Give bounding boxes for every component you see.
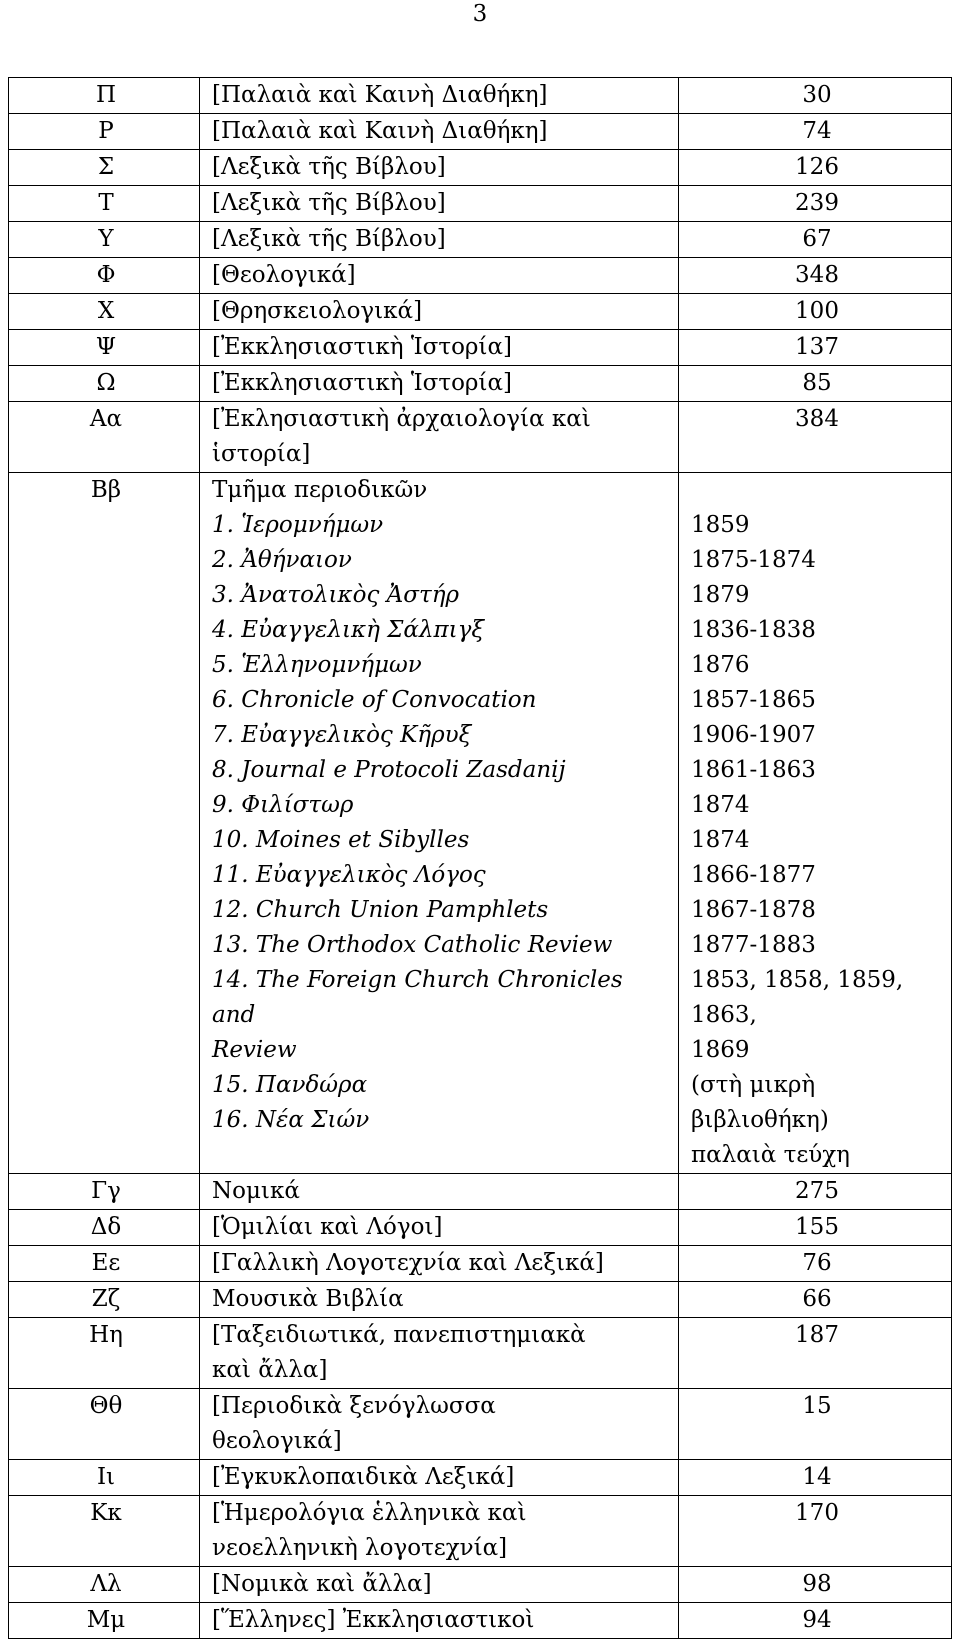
table-row bbox=[9, 150, 952, 186]
section-title: [Γαλλικὴ Λογοτεχνία καὶ Λεξικά] bbox=[200, 1246, 679, 1282]
periodical-title: 6. Chronicle of Convocation bbox=[212, 687, 537, 713]
shelf-code: Ιι bbox=[9, 1460, 200, 1496]
table-row bbox=[9, 114, 952, 150]
table-row bbox=[9, 1282, 952, 1318]
periodical-years: 1867-1878 bbox=[691, 897, 816, 923]
periodical-years: 1877-1883 bbox=[691, 932, 816, 958]
section-title-line: καὶ ἄλλα] bbox=[212, 1357, 328, 1383]
periodical-title: 11. Εὐαγγελικὸς Λόγος bbox=[212, 862, 486, 888]
table-row bbox=[9, 294, 952, 330]
section-title: [Παλαιὰ καὶ Καινὴ Διαθήκη] bbox=[200, 78, 679, 114]
section-title: [Ἐκκλησιαστικὴ Ἱστορία] bbox=[200, 330, 679, 366]
section-title-line: [Ἐκλησιαστικὴ ἀρχαιολογία καὶ bbox=[212, 406, 591, 432]
table-row bbox=[9, 402, 952, 473]
periodical-title: 8. Journal e Protocoli Zasdanij bbox=[212, 757, 566, 783]
section-title-line: ἱστορία] bbox=[212, 441, 311, 467]
section-title: [Ἐγκυκλοπαιδικὰ Λεξικά] bbox=[200, 1460, 679, 1496]
shelf-code: Εε bbox=[9, 1246, 200, 1282]
book-count: 348 bbox=[679, 258, 952, 294]
periodical-title: 16. Νέα Σιών bbox=[212, 1107, 370, 1133]
shelf-code: Χ bbox=[9, 294, 200, 330]
table-row bbox=[9, 1174, 952, 1210]
table-row bbox=[9, 1318, 952, 1389]
periodical-years: 1857-1865 bbox=[691, 687, 816, 713]
section-title: [Ὁμιλίαι καὶ Λόγοι] bbox=[200, 1210, 679, 1246]
section-title bbox=[200, 1389, 679, 1460]
table-row bbox=[9, 222, 952, 258]
blank-line bbox=[691, 473, 943, 508]
periodical-title: 7. Εὐαγγελικὸς Κῆρυξ bbox=[212, 722, 472, 748]
book-count: 15 bbox=[679, 1389, 952, 1460]
section-title bbox=[200, 402, 679, 473]
book-count: 66 bbox=[679, 1282, 952, 1318]
section-title: [Θρησκειολογικά] bbox=[200, 294, 679, 330]
shelf-code: Υ bbox=[9, 222, 200, 258]
section-title: [Παλαιὰ καὶ Καινὴ Διαθήκη] bbox=[200, 114, 679, 150]
periodical-title: Review bbox=[212, 1037, 297, 1063]
periodical-years: 1875-1874 bbox=[691, 547, 816, 573]
shelf-code: Μμ bbox=[9, 1603, 200, 1639]
book-count: 239 bbox=[679, 186, 952, 222]
section-title: [Λεξικὰ τῆς Βίβλου] bbox=[200, 186, 679, 222]
shelf-code: Ω bbox=[9, 366, 200, 402]
shelf-code: Φ bbox=[9, 258, 200, 294]
book-count: 30 bbox=[679, 78, 952, 114]
periodical-years: 1866-1877 bbox=[691, 862, 816, 888]
shelf-code: Γγ bbox=[9, 1174, 200, 1210]
book-count: 94 bbox=[679, 1603, 952, 1639]
book-count: 74 bbox=[679, 114, 952, 150]
table-row bbox=[9, 1460, 952, 1496]
book-count: 155 bbox=[679, 1210, 952, 1246]
table-row bbox=[9, 1567, 952, 1603]
section-title-line: θεολογικά] bbox=[212, 1428, 342, 1454]
table-row bbox=[9, 1210, 952, 1246]
periodical-years: 1869 bbox=[691, 1037, 750, 1063]
section-title bbox=[200, 1318, 679, 1389]
periodical-title: 1. Ἱερομνήμων bbox=[212, 512, 384, 538]
section-title: [Λεξικὰ τῆς Βίβλου] bbox=[200, 150, 679, 186]
shelf-code: Ψ bbox=[9, 330, 200, 366]
table-row bbox=[9, 186, 952, 222]
shelf-code: Λλ bbox=[9, 1567, 200, 1603]
periodicals-list bbox=[200, 473, 679, 1174]
shelf-code: Κκ bbox=[9, 1496, 200, 1567]
book-count: 85 bbox=[679, 366, 952, 402]
periodical-years: 1861-1863 bbox=[691, 757, 816, 783]
periodical-years: 1876 bbox=[691, 652, 750, 678]
table-row bbox=[9, 258, 952, 294]
periodical-years: 1859 bbox=[691, 512, 750, 538]
periodical-years: 1906-1907 bbox=[691, 722, 816, 748]
book-count: 384 bbox=[679, 402, 952, 473]
shelf-code: Ρ bbox=[9, 114, 200, 150]
catalog-table bbox=[8, 77, 952, 1639]
periodical-title: 2. Ἀθήναιον bbox=[212, 547, 352, 573]
book-count: 126 bbox=[679, 150, 952, 186]
table-row bbox=[9, 1389, 952, 1460]
book-count: 98 bbox=[679, 1567, 952, 1603]
periodical-years: 1853, 1858, 1859, 1863, bbox=[691, 967, 904, 1028]
periodical-title: 4. Εὐαγγελικὴ Σάλπιγξ bbox=[212, 617, 485, 643]
periodical-years: 1879 bbox=[691, 582, 750, 608]
page-number: 3 bbox=[472, 1, 488, 27]
periodical-title: 14. The Foreign Church Chronicles and bbox=[212, 967, 623, 1028]
book-count: 187 bbox=[679, 1318, 952, 1389]
table-row bbox=[9, 78, 952, 114]
shelf-code: Τ bbox=[9, 186, 200, 222]
shelf-code: Θθ bbox=[9, 1389, 200, 1460]
section-title: [Θεολογικά] bbox=[200, 258, 679, 294]
table-row bbox=[9, 1246, 952, 1282]
periodicals-heading: Τμῆμα περιοδικῶν bbox=[212, 477, 428, 503]
periodical-years: 1874 bbox=[691, 792, 750, 818]
shelf-code: Ββ bbox=[9, 473, 200, 1174]
shelf-code: Ζζ bbox=[9, 1282, 200, 1318]
shelf-code: Σ bbox=[9, 150, 200, 186]
periodical-years: παλαιὰ τεύχη bbox=[691, 1142, 850, 1168]
periodical-title: 13. The Orthodox Catholic Review bbox=[212, 932, 613, 958]
table-row bbox=[9, 1496, 952, 1567]
table-row bbox=[9, 1603, 952, 1639]
periodical-title: 9. Φιλίστωρ bbox=[212, 792, 354, 818]
periodical-title: 15. Πανδώρα bbox=[212, 1072, 368, 1098]
periodical-title: 10. Moines et Sibylles bbox=[212, 827, 470, 853]
section-title: Μουσικὰ Βιβλία bbox=[200, 1282, 679, 1318]
periodical-title: 12. Church Union Pamphlets bbox=[212, 897, 549, 923]
book-count: 67 bbox=[679, 222, 952, 258]
shelf-code: Ηη bbox=[9, 1318, 200, 1389]
section-title: [Ἕλληνες] Ἐκκλησιαστικοὶ bbox=[200, 1603, 679, 1639]
periodical-title: 3. Ἀνατολικὸς Ἀστήρ bbox=[212, 582, 460, 608]
section-title: [Λεξικὰ τῆς Βίβλου] bbox=[200, 222, 679, 258]
book-count: 275 bbox=[679, 1174, 952, 1210]
book-count: 14 bbox=[679, 1460, 952, 1496]
periodicals-years bbox=[679, 473, 952, 1174]
section-title: [Ἐκκλησιαστικὴ Ἱστορία] bbox=[200, 366, 679, 402]
periodical-years: 1836-1838 bbox=[691, 617, 816, 643]
section-title-line: [Ἡμερολόγια ἑλληνικὰ καὶ bbox=[212, 1500, 527, 1526]
section-title-line: [Ταξειδιωτικά, πανεπιστημιακὰ bbox=[212, 1322, 586, 1348]
periodical-years: (στὴ μικρὴ βιβλιοθήκη) bbox=[691, 1072, 829, 1133]
periodicals-section bbox=[9, 473, 952, 1174]
shelf-code: Δδ bbox=[9, 1210, 200, 1246]
table-row bbox=[9, 366, 952, 402]
periodical-title: 5. Ἑλληνομνήμων bbox=[212, 652, 422, 678]
section-title-line: [Περιοδικὰ ξενόγλωσσα bbox=[212, 1393, 496, 1419]
section-title: [Νομικὰ καὶ ἄλλα] bbox=[200, 1567, 679, 1603]
periodical-years: 1874 bbox=[691, 827, 750, 853]
shelf-code: Αα bbox=[9, 402, 200, 473]
table-row bbox=[9, 330, 952, 366]
shelf-code: Π bbox=[9, 78, 200, 114]
book-count: 137 bbox=[679, 330, 952, 366]
book-count: 76 bbox=[679, 1246, 952, 1282]
book-count: 170 bbox=[679, 1496, 952, 1567]
section-title-line: νεοελληνικὴ λογοτεχνία] bbox=[212, 1535, 508, 1561]
book-count: 100 bbox=[679, 294, 952, 330]
section-title bbox=[200, 1496, 679, 1567]
section-title: Νομικά bbox=[200, 1174, 679, 1210]
